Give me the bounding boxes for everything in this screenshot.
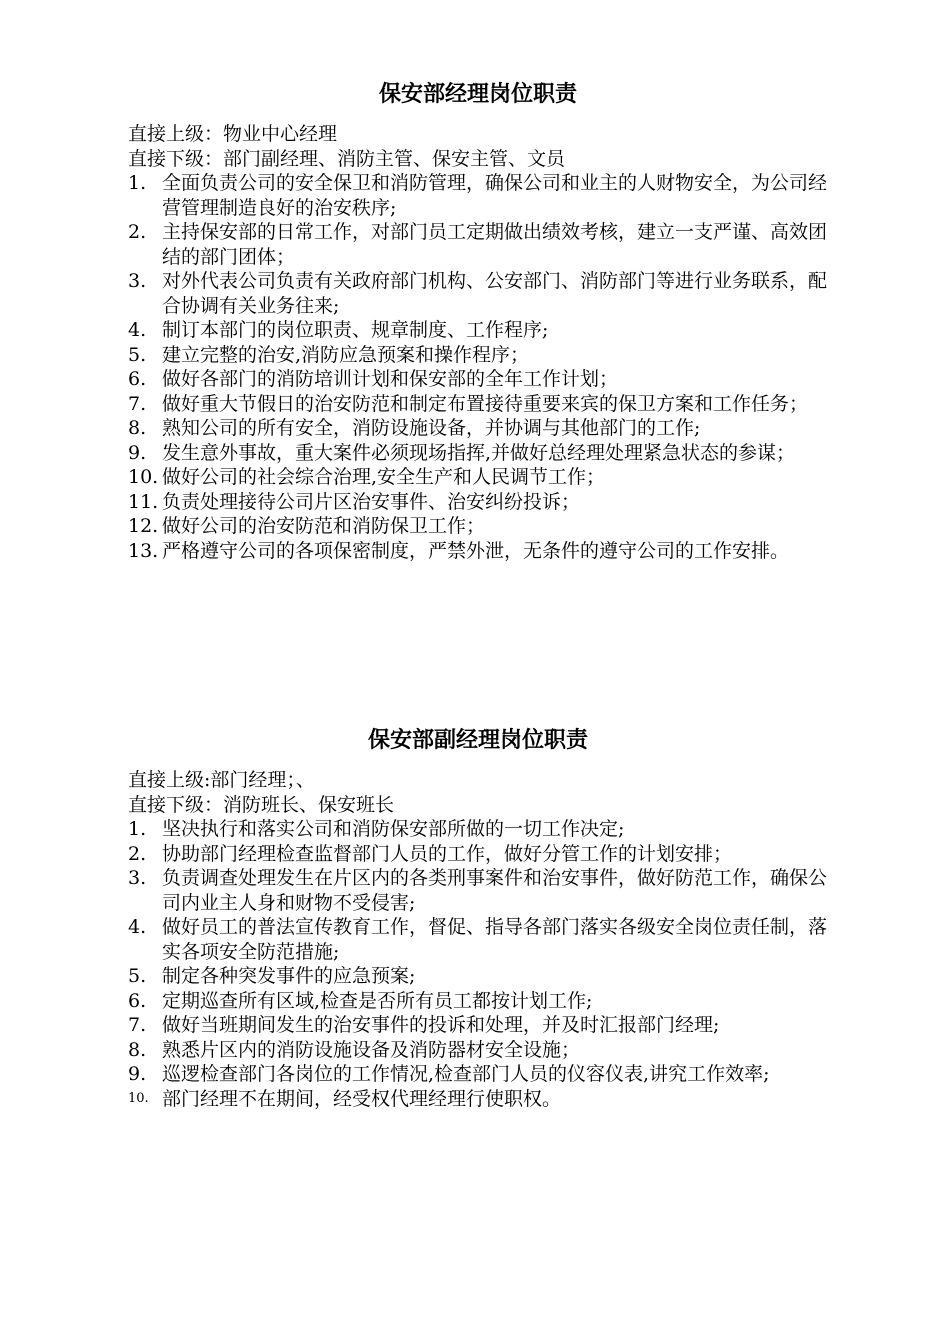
item-text: 做好重大节假日的治安防范和制定布置接待重要来宾的保卫方案和工作任务； (162, 392, 809, 415)
item-text: 巡逻检查部门各岗位的工作情况,检查部门人员的仪容仪表,讲究工作效率; (162, 1063, 770, 1085)
item-text: 制定各种突发事件的应急预案; (162, 965, 416, 987)
item-number: 1. (128, 172, 147, 194)
item-text: 主持保安部的日常工作，对部门员工定期做出绩效考核，建立一支严谨、高效团结的部门团体； (162, 221, 828, 268)
list-item (128, 1087, 828, 1112)
item-text: 做好员工的普法宣传教育工作，督促、指导各部门落实各级安全岗位责任制，落实各项安全防范措施; (162, 916, 828, 963)
item-number: 7. (128, 1014, 147, 1036)
item-number: 4. (128, 319, 147, 341)
list-item (128, 367, 828, 392)
item-number: 13. (128, 539, 159, 562)
list-item (128, 1062, 828, 1087)
item-number: 9. (128, 1063, 147, 1085)
item-number: 6. (128, 368, 147, 390)
item-number: 12. (128, 515, 159, 537)
section-title: 保安部副经理岗位职责 (367, 728, 588, 753)
direct-superior: 直接上级:部门经理；、 (128, 769, 315, 791)
list-item (128, 1013, 828, 1038)
item-text: 做好当班期间发生的治安事件的投诉和处理，并及时汇报部门经理; (162, 1014, 720, 1036)
list-item (128, 490, 828, 515)
list-item (128, 866, 828, 915)
item-text: 全面负责公司的安全保卫和消防管理，确保公司和业主的人财物安全，为公司经营管理制造良好的治安秩序; (162, 172, 828, 219)
item-number: 11. (128, 490, 159, 513)
item-number: 5. (128, 343, 147, 366)
item-number: 1. (128, 818, 147, 840)
list-item (128, 539, 828, 564)
list-item (128, 392, 828, 417)
item-number: 10. (128, 1090, 149, 1106)
item-text: 熟悉片区内的消防设施设备及消防器材安全设施； (162, 1038, 581, 1061)
item-number: 2. (128, 221, 147, 243)
list-item (128, 318, 828, 343)
direct-superior: 直接上级：物业中心经理 (128, 123, 338, 145)
item-number: 2. (128, 842, 147, 865)
item-number: 7. (128, 392, 147, 415)
item-number: 5. (128, 965, 147, 987)
item-number: 3. (128, 867, 147, 889)
list-item (128, 269, 828, 318)
item-text: 严格遵守公司的各项保密制度，严禁外泄，无条件的遵守公司的工作安排。 (162, 539, 790, 562)
item-text: 协助部门经理检查监督部门人员的工作，做好分管工作的计划安排； (162, 842, 733, 865)
item-text: 坚决执行和落实公司和消防保安部所做的一切工作决定; (162, 818, 625, 840)
direct-subordinates: 直接下级：消防班长、保安班长 (128, 793, 395, 816)
item-number: 10. (128, 466, 159, 488)
item-text: 做好各部门的消防培训计划和保安部的全年工作计划； (162, 368, 619, 390)
list-item (128, 964, 828, 989)
section-title: 保安部经理岗位职责 (378, 82, 577, 107)
list-item (128, 441, 828, 466)
item-number: 4. (128, 916, 147, 938)
list-item (128, 1038, 828, 1063)
item-number: 8. (128, 417, 147, 439)
list-item (128, 416, 828, 441)
item-text: 建立完整的治安,消防应急预案和操作程序； (162, 343, 530, 366)
item-text: 制订本部门的岗位职责、规章制度、工作程序; (162, 319, 549, 341)
item-number: 8. (128, 1038, 147, 1061)
list-item (128, 343, 828, 368)
list-item (128, 817, 828, 842)
duty-list (128, 171, 828, 563)
item-text: 部门经理不在期间，经受权代理经理行使职权。 (162, 1087, 562, 1110)
item-text: 熟知公司的所有安全，消防设施设备，并协调与其他部门的工作; (162, 417, 701, 439)
list-item (128, 989, 828, 1014)
list-item (128, 915, 828, 964)
list-item (128, 842, 828, 867)
item-text: 做好公司的治安防范和消防保卫工作； (162, 515, 486, 537)
item-text: 发生意外事故，重大案件必须现场指挥,并做好总经理处理紧急状态的参谋； (162, 441, 796, 464)
item-number: 3. (128, 270, 147, 292)
item-text: 负责调查处理发生在片区内的各类刑事案件和治安事件，做好防范工作，确保公司内业主人身和财物不受侵害; (162, 867, 828, 914)
list-item (128, 171, 828, 220)
list-item (128, 465, 828, 490)
item-text: 负责处理接待公司片区治安事件、治安纠纷投诉； (162, 490, 581, 513)
list-item (128, 220, 828, 269)
direct-subordinates: 直接下级：部门副经理、消防主管、保安主管、文员 (128, 147, 566, 170)
item-text: 对外代表公司负责有关政府部门机构、公安部门、消防部门等进行业务联系，配合协调有关业务往来; (162, 270, 828, 317)
item-text: 做好公司的社会综合治理,安全生产和人民调节工作； (162, 466, 606, 488)
item-text: 定期巡查所有区域,检查是否所有员工都按计划工作; (162, 989, 593, 1012)
deputy-manager-duties-section (128, 726, 828, 1111)
manager-duties-section (128, 80, 828, 563)
item-number: 6. (128, 989, 147, 1012)
list-item (128, 514, 828, 539)
item-number: 9. (128, 441, 147, 464)
duty-list (128, 817, 828, 1111)
